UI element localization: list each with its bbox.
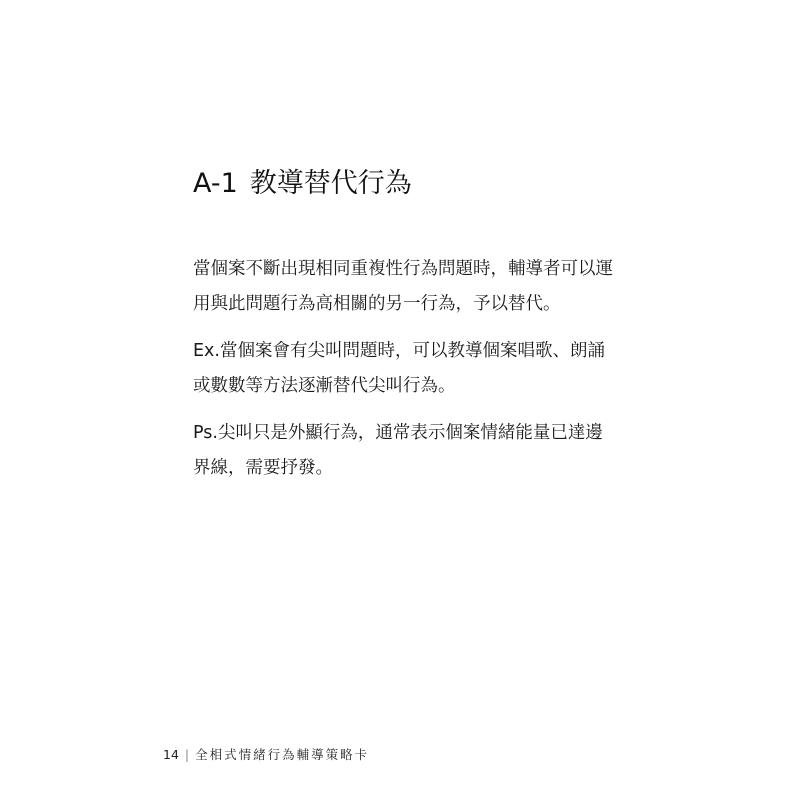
page-number: 14 xyxy=(163,747,179,762)
page-footer xyxy=(163,744,369,766)
footer-separator: | xyxy=(184,747,190,762)
paragraph-note: Ps.尖叫只是外顯行為，通常表示個案情緒能量已達邊界線，需要抒發。 xyxy=(193,423,603,478)
section-code: A-1 xyxy=(193,168,238,199)
paragraph-description: 當個案不斷出現相同重複性行為問題時，輔導者可以運用與此問題行為高相關的另一行為，予以替代。 xyxy=(193,259,613,314)
book-title: 全相式情緒行為輔導策略卡 xyxy=(195,747,370,762)
paragraph-example: Ex.當個案會有尖叫問題時，可以教導個案唱歌、朗誦或數數等方法逐漸替代尖叫行為。 xyxy=(193,341,605,396)
section-heading xyxy=(193,164,412,204)
section-title: 教導替代行為 xyxy=(249,168,412,199)
